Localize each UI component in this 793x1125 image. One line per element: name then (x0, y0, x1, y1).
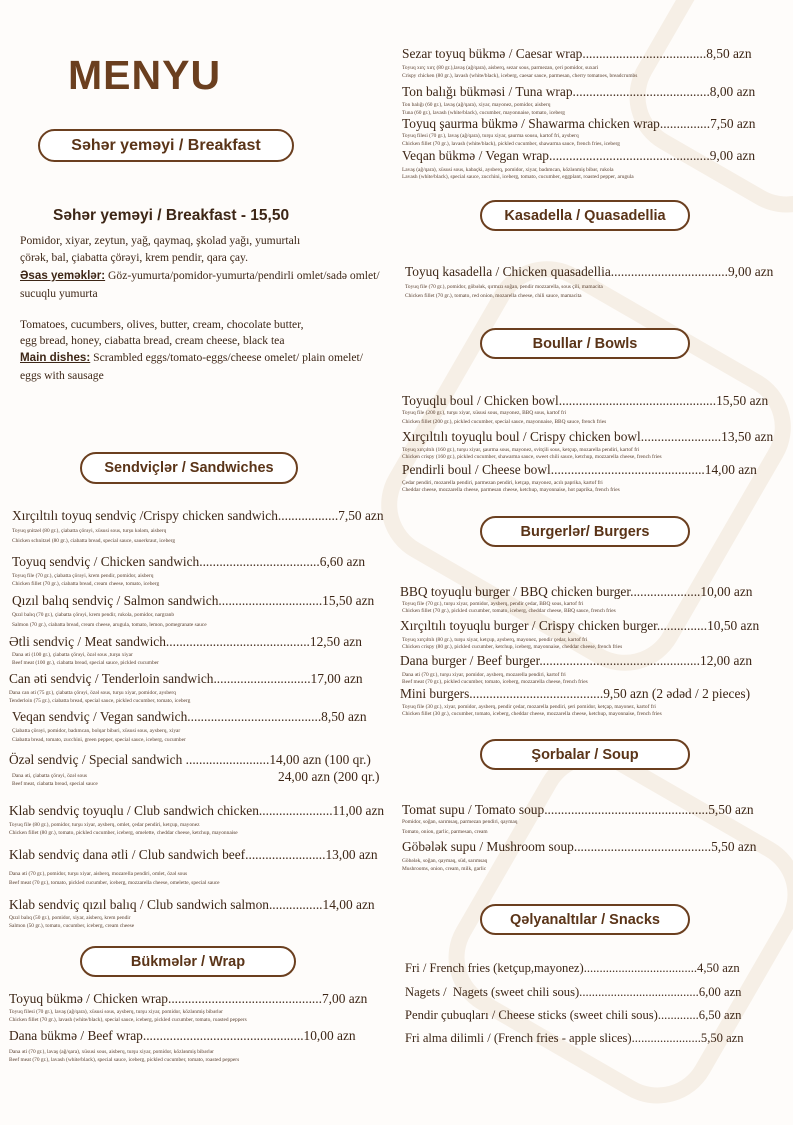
item-desc: Toyuq file (70 gr.), pomidor, göbələk, qırmızı soğan, pendir mozzarella, sous çili, mamacita (405, 284, 603, 290)
item-desc: Beef meat (70 gr.), pickled cucumber, tomato, iceberg, mozzarella cheese, french fries (402, 679, 588, 685)
item-desc: Dana əti, çiabatta çörəyi, özəl sous (12, 773, 87, 779)
section-soup: Şorbalar / Soup (480, 739, 690, 770)
item-desc: Chicken fillet (30 gr.), cucumber, tomato, iceberg, cheddar cheese, mozzarella cheese, ketchup, mayonnaise, french fries (402, 711, 662, 717)
menu-item: BBQ toyuqlu burger / BBQ chicken burger.....................10,00 azn (400, 584, 753, 599)
item-desc: Toyuq filesi (70 gr.), lavaş (ağ/qara), xüsusi sous, aysberq, turşu xiyar, pomidor, közlənmiş bibərlər (9, 1009, 223, 1015)
section-snacks: Qəlyanaltılar / Snacks (480, 904, 690, 935)
breakfast-desc: çörək, bal, çiabatta çörəyi, krem pendir, qara çay. (20, 251, 248, 264)
menu-item: Can əti sendviç / Tenderloin sandwich.............................17,00 azn (9, 671, 363, 686)
section-quesadilla: Kasadella / Quasadellia (480, 200, 690, 231)
item-desc: Tuna (60 gr.), lavash (white/black), cucumber, mayonnaise, tomato, iceberg (402, 110, 565, 116)
item-desc: Toyuq file (30 gr.), xiyar, pomidor, aysberq, pendir çedar, mozarella pendiri, şeri pomidor, ketçap, mayonez, kartof fri (402, 704, 656, 710)
menu-item: Nagets / Nagets (sweet chili sous)......................................6,00 azn (405, 985, 742, 999)
menu-item: Sezar toyuq bükmə / Caesar wrap.....................................8,50 azn (402, 46, 752, 61)
item-desc: Beef meat (100 gr.), ciabatta bread, special sauce, pickled cucumber (12, 660, 159, 666)
menu-item: Özəl sendviç / Special sandwich .........................14,00 azn (100 qr.) (9, 752, 371, 767)
item-desc: Crispy chicken (80 gr.), lavash (white/black), iceberg, caesar sauce, parmesan, cherry tomatoes, breadcrumbs (402, 73, 638, 79)
item-desc: Toyuq file (80 gr.), pomidor, turşu xiyar, aysberq, omlet, çedar pendiri, ketçup, mayonez (9, 822, 200, 828)
section-breakfast: Səhər yeməyi / Breakfast (38, 129, 294, 162)
menu-item: Toyuq sendviç / Chicken sandwich....................................6,60 azn (12, 554, 366, 569)
item-desc: Lavash (white/black), special sauce, zucchini, iceberg, tomato, cucumber, eggplant, roasted pepper, arugula (402, 174, 634, 180)
item-desc: Chicken fillet (70 gr.), tomato, red onion, mozarella cheese, chili sauce, mamacita (405, 293, 582, 299)
menu-item: Pendir çubuqları / Cheese sticks (sweet chili sous).............6,50 azn (405, 1008, 742, 1022)
breakfast-desc: Pomidor, xiyar, zeytun, yağ, qaymaq, şkolad yağı, yumurtalı (20, 234, 301, 247)
menu-item: Xırçıltılı toyuqlu burger / Crispy chicken burger...............10,50 azn (400, 618, 760, 633)
item-desc: Dana əti (70 gr.), lavaş (ağ/qara), xüsusi sous, aisberq, turşu xiyar, pomidor, közlənmiş bibərlər (9, 1049, 214, 1055)
menu-item: Toyuq bükmə / Chicken wrap..............................................7,00 azn (9, 991, 368, 1006)
item-desc: Beef meat (70 gr.), tomato, pickled cucumber, iceberg, mozzarella cheese, omelette, special sauce (9, 880, 220, 886)
menu-item: Pendirli boul / Cheese bowl..............................................14,00 azn (402, 462, 757, 477)
menu-item: Toyuq kasadella / Chicken quasadellia...................................9,00 azn (405, 264, 774, 279)
item-desc: Toyuq xırçıltılı (80 gr.), turşu xiyar, ketçup, aysberq, mayonez, pendir çedar, kartof fri (402, 637, 588, 643)
item-desc: Chicken fillet (80 gr.), tomato, pickled cucumber, iceberg, omelette, cheddar cheese, ketchup, mayonnaise (9, 830, 238, 836)
item-desc: Çedar pendiri, mozarella pendiri, parmezan pendiri, ketçap, mayonez, acılı paprika, kartof fri (402, 480, 603, 486)
menu-item: Fri / French fries (ketçup,mayonez)....................................4,50 azn (405, 961, 740, 975)
item-desc: Mushrooms, onion, cream, milk, garlic (402, 866, 487, 872)
item-desc: Qızıl balıq (50 gr.), pomidor, xiyar, aisberq, krem pendir (9, 915, 131, 921)
item-desc: Dana əti (100 gr.), çiabatta çörəyi, özəl sous ,turşu xiyar (12, 652, 133, 658)
main-label: Main dishes: (20, 351, 91, 364)
item-desc: Toyuq filesi (70 gr.), lavaş (ağ/qara), turşu xiyar, şaurma sousu, kartof fri, aysberq (402, 133, 579, 139)
menu-item: Ətli sendviç / Meat sandwich...........................................12,50 azn (9, 634, 362, 649)
menu-item: Göbələk supu / Mushroom soup.........................................5,50 azn (402, 839, 757, 854)
item-desc: Salmon (50 gr.), tomato, cucumber, iceberg, cream cheese (9, 923, 135, 929)
item-desc: Cheddar cheese, mozzarella cheese, parmesan cheese, ketchup, mayonnaise, hot paprika, french fries (402, 487, 620, 493)
item-desc: Chicken fillet (200 gr.), pickled cucumber, special sauce, mayonnaise, BBQ sauce, french fries (402, 419, 607, 425)
section-wrap: Bükmələr / Wrap (80, 946, 296, 977)
menu-item: Fri alma dilimli / (French fries - apple slices)......................5,50 azn (405, 1031, 744, 1045)
item-desc: Salmon (70 gr.), ciabatta bread, cream cheese, arugula, tomato, lemon, pomegranate sauce (12, 622, 207, 628)
item-desc: Dana əti (70 gr.), pomidor, turşu xiyar, aisberq, mozarella pendiri, omlet, özəl sous (9, 871, 188, 877)
item-desc: Pomidor, soğan, sarımsaq, parmezan pendiri, qaymaq (402, 819, 518, 825)
menu-item: Dana burger / Beef burger................................................12,00 azn (400, 653, 753, 668)
breakfast-main (20, 269, 380, 282)
main-text: Scrambled eggs/tomato-eggs/cheese omelet/ plain omelet/ (90, 351, 363, 364)
menu-item: Tomat supu / Tomato soup.................................................5,50 azn (402, 802, 754, 817)
item-desc: Toyuq file (70 gr.), çiabatta çörəyi, krem pendir, pomidor, aisberq (12, 573, 154, 579)
menu-item: Xırçıltılı toyuqlu boul / Crispy chicken bowl........................13,50 azn (402, 429, 774, 444)
breakfast-title: Səhər yeməyi / Breakfast - 15,50 (53, 207, 290, 224)
menu-item: Toyuq şaurma bükmə / Shawarma chicken wrap...............7,50 azn (402, 116, 756, 131)
breakfast-desc-en: egg bread, honey, ciabatta bread, cream cheese, black tea (20, 334, 285, 347)
item-desc: Ciabatta bread, tomato, zucchini, green pepper, special sauce, iceberg, cucumber (12, 737, 186, 743)
item-price: 24,00 azn (200 qr.) (278, 769, 380, 784)
item-desc: Tomato, onion, garlic, parmesan, cream (402, 829, 488, 835)
menu-item: Qızıl balıq sendviç / Salmon sandwich...............................15,50 azn (12, 593, 375, 608)
item-desc: Chicken schnitzel (80 gr.), ciabatta bread, special sauce, sauerkraut, iceberg (12, 538, 176, 544)
item-desc: Toyuq şnitzel (80 gr.), çiabatta çörəyi, xüsusi sous, turşu kələm, aisberq (12, 528, 167, 534)
item-desc: Dana can əti (75 gr.), çiabatta çörəyi, özəl sous, turşu xiyar, pomidor, aysberq (9, 690, 176, 696)
breakfast-desc: sucuqlu yumurta (20, 287, 98, 300)
item-desc: Dana əti (70 gr.), turşu xiyar, pomidor, aysberq, mozarella pendiri, kartof fri (402, 672, 566, 678)
item-desc: Lavaş (ağ/qara), xüsusi sous, kabaçki, aysberq, pomidor, xiyar, badımcan, közlənmiş bibər, rukola (402, 167, 614, 173)
menu-item: Klab sendviç dana ətli / Club sandwich beef........................13,00 azn (9, 847, 378, 862)
section-sandwiches: Sendviçlər / Sandwiches (80, 452, 298, 484)
menu-item: Veqan sendviç / Vegan sandwich........................................8,50 azn (12, 709, 367, 724)
menu-item: Veqan bükmə / Vegan wrap................................................9,00 azn (402, 148, 756, 163)
breakfast-desc-en: eggs with sausage (20, 369, 104, 382)
item-desc: Toyuq file (70 gr.), turşu xiyar, pomidor, aysberq, pendir çedar, BBQ sous, kartof fri (402, 601, 584, 607)
item-desc: Tenderloin (75 gr.), ciabatta bread, special sauce, pickled cucumber, tomato, iceberg (9, 698, 191, 704)
menu-item: Ton balığı bükməsi / Tuna wrap.........................................8,00 azn (402, 84, 756, 99)
item-desc: Qızıl balıq (70 gr.), çiabatta çörəyi, krem pendir, rukola, pomidor, nargranb (12, 612, 175, 618)
menu-title: MENYU (68, 52, 222, 98)
main-label: Əsas yeməklər: (20, 269, 106, 282)
breakfast-main-en (20, 351, 363, 364)
item-desc: Göbələk, soğan, qaymaq, süd, sarımsaq (402, 858, 488, 864)
breakfast-desc-en: Tomatoes, cucumbers, olives, butter, cream, chocolate butter, (20, 318, 304, 331)
menu-item: Dana bükmə / Beef wrap................................................10,00 azn (9, 1028, 356, 1043)
item-desc: Beef meat, ciabatta bread, special sauce (12, 781, 98, 787)
item-desc: Chicken crispy (160 gr.), pickled cucumber, shawarma sauce, sweet chili sauce, ketchup, mozzarella cheese, french fries (402, 454, 662, 460)
item-desc: Toyuq file (200 gr.), turşu xiyar, xüsusi sous, mayonez, BBQ sous, kartof fri (402, 410, 567, 416)
item-desc: Chicken fillet (70 gr.), pickled cucumber, tomato, iceberg, cheddar cheese, BBQ sauce, french fries (402, 608, 616, 614)
menu-item: Xırçıltılı toyuq sendviç /Crispy chicken sandwich..................7,50 azn (12, 508, 384, 523)
item-desc: Toyuq xırç xırç (80 gr.),lavaş (ağ/qara), aisberq, sezar sous, parmezan, çeri pomidor, suxari (402, 65, 599, 71)
item-desc: Chicken fillet (70 gr.), ciabatta bread, cream cheese, tomato, iceberg (12, 581, 160, 587)
item-desc: Çiabatta çörəyi, pomidor, badımcan, bolqar bibəri, xüsusi sous, aysberq, xiyar (12, 728, 181, 734)
menu-item: Toyuqlu boul / Chicken bowl...............................................15,50 azn (402, 393, 769, 408)
section-burgers: Burgerlər/ Burgers (480, 516, 690, 547)
item-desc: Beef meat (70 gr.), lavash (white/black), special sauce, iceberg, pickled cucumber, tomato, roasted peppers (9, 1057, 240, 1063)
main-text: Göz-yumurta/pomidor-yumurta/pendirli omlet/sadə omlet/ (105, 269, 380, 282)
item-desc: Chicken fillet (70 gr.), lavash (white/black), special sauce, iceberg, pickled cucumber, tomato, roasted peppers (9, 1017, 247, 1023)
section-bowls: Boullar / Bowls (480, 328, 690, 359)
menu-item: Klab sendviç toyuqlu / Club sandwich chicken......................11,00 azn (9, 803, 385, 818)
item-desc: Toyuq xırçıltılı (160 gr.), turşu xiyar, şaurma sous, mayonez, svitçili sous, ketçup, mozarella pendiri, kartof fri (402, 447, 640, 453)
item-desc: Ton balığı (60 gr.), lavaş (ağ/qara), xiyar, mayonez, pomidor, aisberq (402, 102, 551, 108)
menu-item: Mini burgers........................................9,50 azn (2 ədəd / 2 pieces) (400, 686, 751, 701)
item-desc: Chicken fillet (70 gr.), lavash (white/black), pickled cucumber, shawarma sauce, french fries, iceberg (402, 141, 620, 147)
item-desc: Chicken crispy (80 gr.), pickled cucumber, ketchup, iceberg, mayonnaise, cheddar cheese, french fries (402, 644, 623, 650)
menu-item: Klab sendviç qızıl balıq / Club sandwich salmon................14,00 azn (9, 897, 375, 912)
